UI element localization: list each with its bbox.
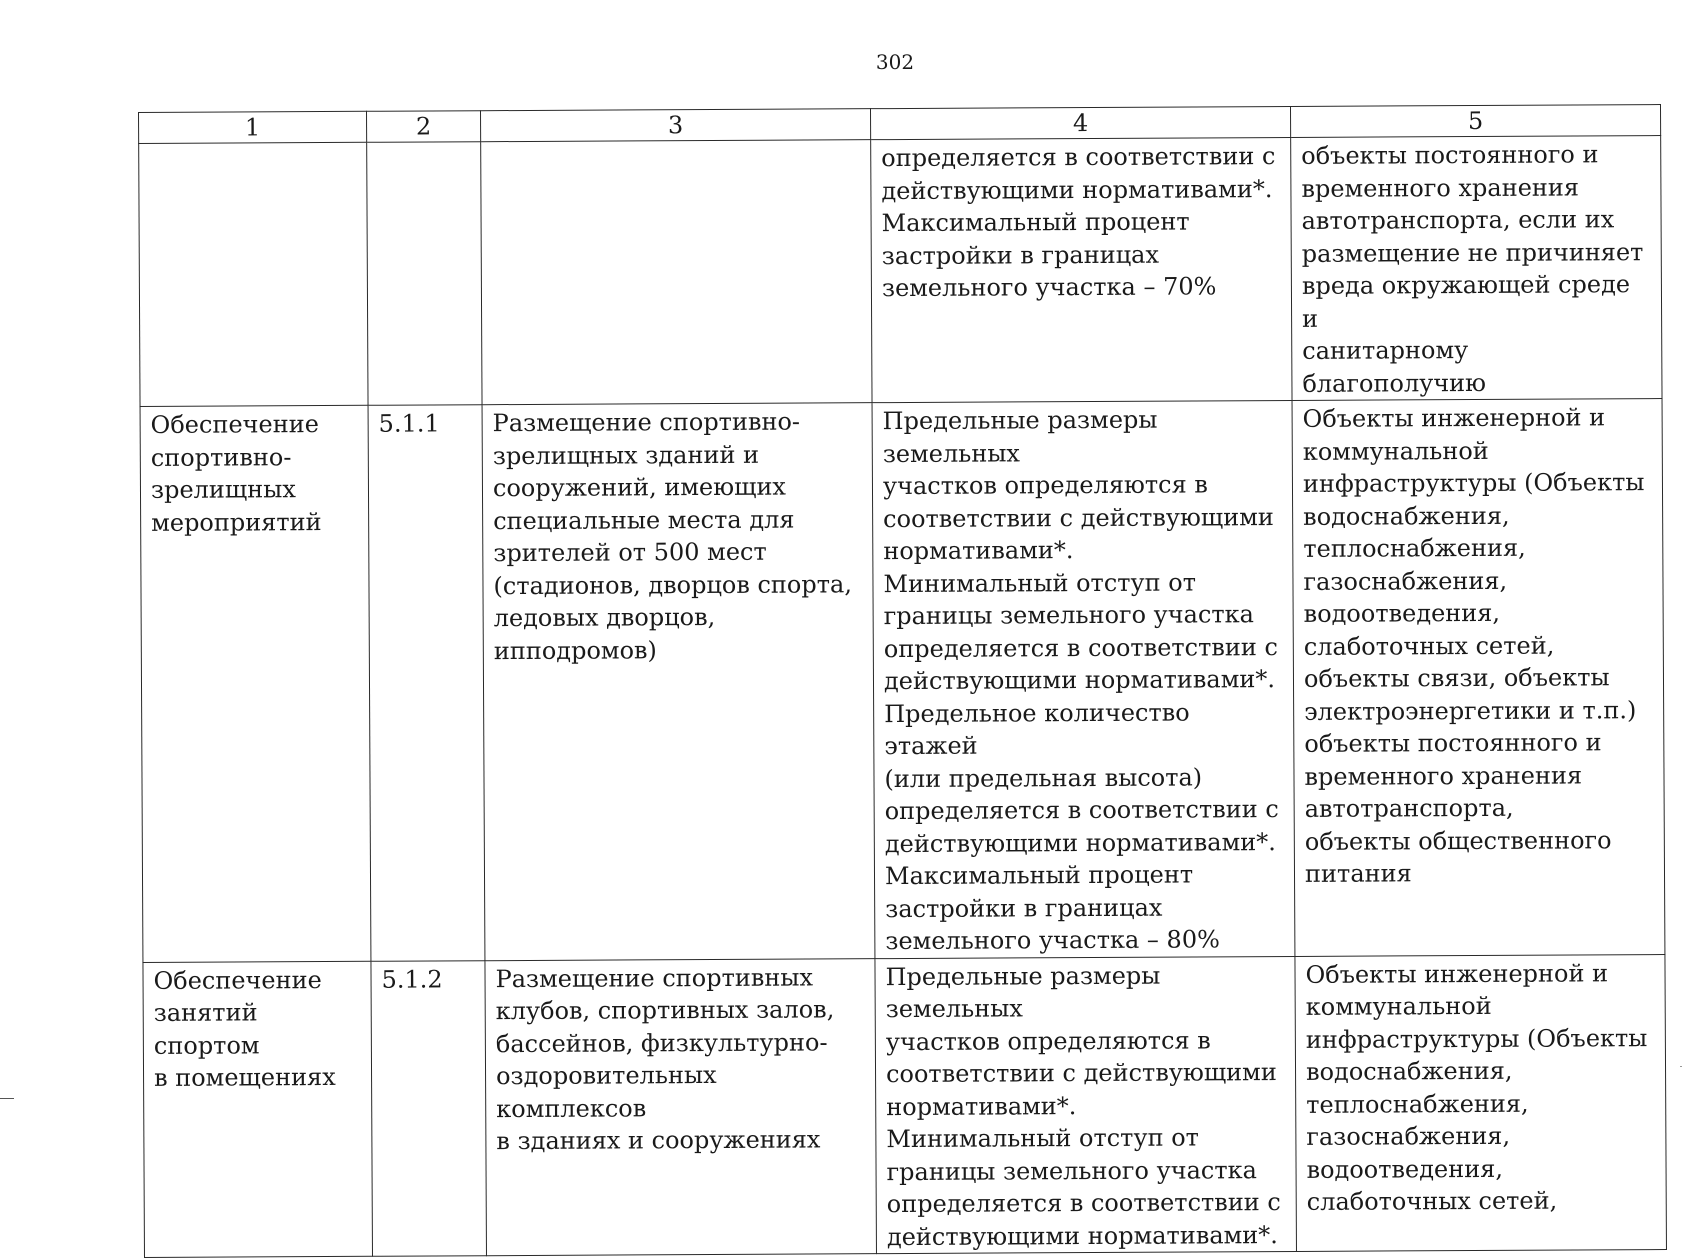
cell-auxiliary: объекты постоянного и временного хранения автотранспорта, если их размещение не причиняет вреда окружающей среде и санитарному благополучию bbox=[1291, 136, 1662, 401]
cell-parameters: Предельные размеры земельных участков определяются в соответствии с действующими нормативами*. Минимальный отступ от границы земельного участка определяется в соответствии с действующими нормативами*. bbox=[875, 956, 1297, 1254]
table-row bbox=[140, 399, 1665, 962]
land-use-table bbox=[138, 104, 1667, 1258]
table-row bbox=[143, 954, 1667, 1257]
header-col-1: 1 bbox=[139, 111, 367, 143]
scan-edge-mark bbox=[0, 1098, 14, 1099]
cell-auxiliary: Объекты инженерной и коммунальной инфраструктуры (Объекты водоснабжения, теплоснабжения, газоснабжения, водоотведения, слаботочных сетей, bbox=[1295, 954, 1667, 1251]
cell-code bbox=[367, 142, 482, 406]
cell-name: Обеспечение занятий спортом в помещениях bbox=[143, 961, 373, 1258]
scan-speck bbox=[1680, 1066, 1682, 1067]
cell-name: Обеспечение спортивно- зрелищных мероприятий bbox=[140, 405, 371, 962]
cell-code: 5.1.1 bbox=[368, 405, 485, 961]
header-col-4: 4 bbox=[870, 106, 1290, 139]
table-row bbox=[139, 136, 1662, 407]
page-number: 302 bbox=[875, 50, 915, 74]
header-col-3: 3 bbox=[480, 109, 870, 142]
header-col-5: 5 bbox=[1290, 105, 1660, 138]
cell-code: 5.1.2 bbox=[371, 960, 487, 1256]
cell-parameters: определяется в соответствии с действующими нормативами*. Максимальный процент застройки в границах земельного участка – 70% bbox=[871, 137, 1292, 402]
header-col-2: 2 bbox=[366, 111, 480, 143]
cell-parameters: Предельные размеры земельных участков определяются в соответствии с действующими нормативами*. Минимальный отступ от границы земельного участка определяется в соответствии с действующими нормативами*. Предельное количество этажей (или предельная высота) определяется в соответствии с действующими нормативами*. Максимальный процент застройки в границах земельного участка – 80% bbox=[872, 400, 1295, 958]
cell-description: Размещение спортивных клубов, спортивных залов, бассейнов, физкультурно- оздоровительных комплексов в зданиях и сооружениях bbox=[485, 958, 877, 1256]
cell-description: Размещение спортивно- зрелищных зданий и сооружений, имеющих специальные места для зрителей от 500 мест (стадионов, дворцов спорта, ледовых дворцов, ипподромов) bbox=[482, 403, 875, 961]
cell-name bbox=[139, 142, 368, 406]
cell-auxiliary: Объекты инженерной и коммунальной инфраструктуры (Объекты водоснабжения, теплоснабжения, газоснабжения, водоотведения, слаботочных сетей, объекты связи, объекты электроэнергетики и т.п.) объекты постоянного и временного хранения автотранспорта, объекты общественного питания bbox=[1292, 399, 1665, 956]
cell-description bbox=[481, 140, 872, 405]
